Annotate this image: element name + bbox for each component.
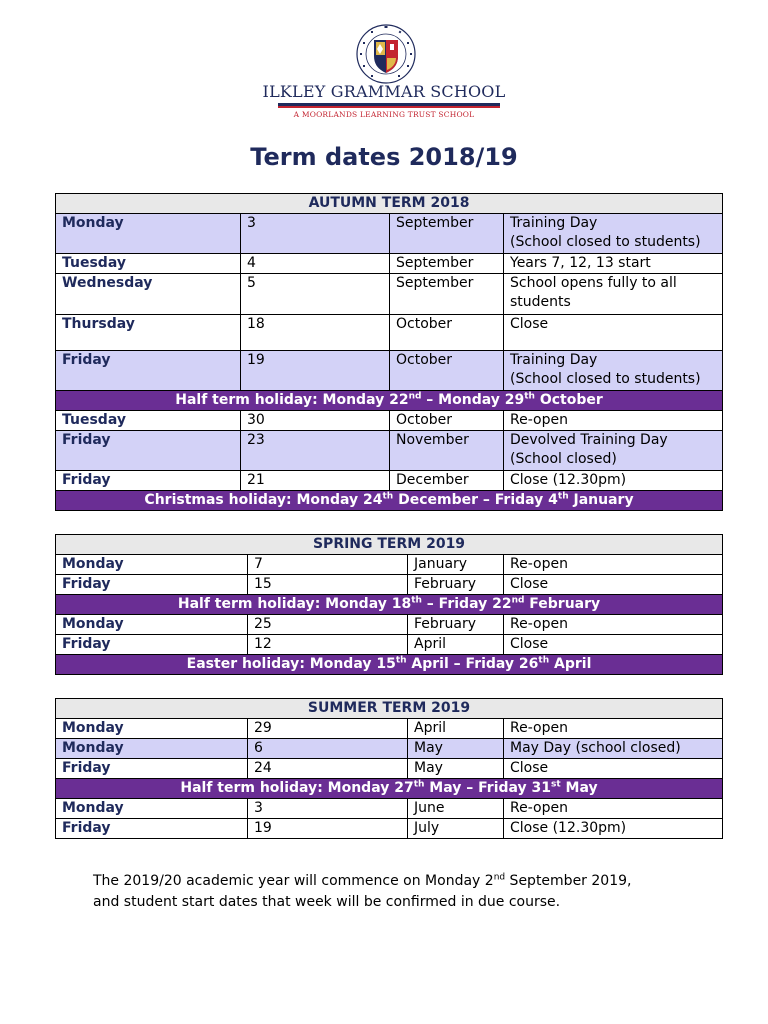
event-cell: Close xyxy=(504,315,723,351)
date-cell: 3 xyxy=(248,799,408,819)
date-cell: 3 xyxy=(241,214,390,254)
date-cell: 25 xyxy=(248,615,408,635)
month-cell: May xyxy=(408,739,504,759)
date-cell: 30 xyxy=(241,411,390,431)
holiday-row xyxy=(56,391,723,411)
event-line: Training Day xyxy=(510,215,598,231)
table-row xyxy=(56,635,723,655)
date-cell: 19 xyxy=(248,819,408,839)
table-row xyxy=(56,719,723,739)
day-cell: Friday xyxy=(56,471,241,491)
event-cell: Close xyxy=(504,635,723,655)
event-line: (School closed) xyxy=(510,451,617,467)
day-cell: Friday xyxy=(56,431,241,471)
date-cell: 23 xyxy=(241,431,390,471)
month-cell: September xyxy=(390,214,504,254)
month-cell: October xyxy=(390,315,504,351)
day-cell: Tuesday xyxy=(56,411,241,431)
summer-term-table xyxy=(55,698,723,839)
holiday-row xyxy=(56,595,723,615)
event-line: (School closed to students) xyxy=(510,371,701,387)
event-cell: Close (12.30pm) xyxy=(504,819,723,839)
date-cell: 6 xyxy=(248,739,408,759)
day-cell: Friday xyxy=(56,351,241,391)
day-cell: Friday xyxy=(56,635,248,655)
month-cell: October xyxy=(390,411,504,431)
day-cell: Monday xyxy=(56,799,248,819)
table-row xyxy=(56,315,723,351)
month-cell: October xyxy=(390,351,504,391)
note-line-1: The 2019/20 academic year will commence on Monday 2nd September 2019, xyxy=(93,872,632,889)
table-row xyxy=(56,214,723,254)
table-row xyxy=(56,471,723,491)
day-cell: Monday xyxy=(56,719,248,739)
header-rule-red xyxy=(278,106,500,108)
day-cell: Monday xyxy=(56,739,248,759)
day-cell: Monday xyxy=(56,214,241,254)
day-cell: Thursday xyxy=(56,315,241,351)
event-line: Devolved Training Day xyxy=(510,432,668,448)
day-cell: Wednesday xyxy=(56,274,241,315)
table-row xyxy=(56,274,723,315)
event-line: (School closed to students) xyxy=(510,234,701,250)
month-cell: February xyxy=(408,615,504,635)
holiday-label: Half term holiday: Monday 22nd – Monday 29th October xyxy=(56,391,723,411)
event-cell xyxy=(504,431,723,471)
term-heading: SPRING TERM 2019 xyxy=(56,535,723,555)
table-row xyxy=(56,411,723,431)
event-cell xyxy=(504,274,723,315)
month-cell: December xyxy=(390,471,504,491)
table-row xyxy=(56,555,723,575)
table-row xyxy=(56,431,723,471)
month-cell: July xyxy=(408,819,504,839)
school-name: ILKLEY GRAMMAR SCHOOL xyxy=(262,82,506,101)
date-cell: 15 xyxy=(248,575,408,595)
holiday-label: Half term holiday: Monday 27th May – Friday 31st May xyxy=(56,779,723,799)
table-row xyxy=(56,819,723,839)
date-cell: 4 xyxy=(241,254,390,274)
month-cell: April xyxy=(408,635,504,655)
event-line: Training Day xyxy=(510,352,598,368)
month-cell: September xyxy=(390,254,504,274)
page-title: Term dates 2018/19 xyxy=(250,143,518,171)
spring-term-table xyxy=(55,534,723,675)
holiday-label: Half term holiday: Monday 18th – Friday 22nd February xyxy=(56,595,723,615)
table-row xyxy=(56,254,723,274)
month-cell: May xyxy=(408,759,504,779)
holiday-row xyxy=(56,655,723,675)
month-cell: January xyxy=(408,555,504,575)
day-cell: Friday xyxy=(56,759,248,779)
month-cell: September xyxy=(390,274,504,315)
table-row xyxy=(56,739,723,759)
day-cell: Monday xyxy=(56,615,248,635)
table-row xyxy=(56,799,723,819)
event-cell xyxy=(504,351,723,391)
date-cell: 19 xyxy=(241,351,390,391)
event-line: students xyxy=(510,294,571,310)
event-cell: Close xyxy=(504,575,723,595)
school-tagline: A MOORLANDS LEARNING TRUST SCHOOL xyxy=(293,110,475,119)
event-cell xyxy=(504,214,723,254)
month-cell: February xyxy=(408,575,504,595)
term-heading: SUMMER TERM 2019 xyxy=(56,699,723,719)
event-cell: Re-open xyxy=(504,719,723,739)
day-cell: Monday xyxy=(56,555,248,575)
month-cell: June xyxy=(408,799,504,819)
day-cell: Tuesday xyxy=(56,254,241,274)
date-cell: 21 xyxy=(241,471,390,491)
month-cell: April xyxy=(408,719,504,739)
month-cell: November xyxy=(390,431,504,471)
event-line: School opens fully to all xyxy=(510,275,677,291)
table-row xyxy=(56,351,723,391)
school-crest-logo xyxy=(354,22,418,86)
holiday-row xyxy=(56,779,723,799)
date-cell: 18 xyxy=(241,315,390,351)
day-cell: Friday xyxy=(56,819,248,839)
event-cell: Close xyxy=(504,759,723,779)
academic-year-note xyxy=(93,871,693,913)
table-row xyxy=(56,615,723,635)
holiday-label: Easter holiday: Monday 15th April – Friday 26th April xyxy=(56,655,723,675)
date-cell: 7 xyxy=(248,555,408,575)
event-cell: May Day (school closed) xyxy=(504,739,723,759)
date-cell: 5 xyxy=(241,274,390,315)
day-cell: Friday xyxy=(56,575,248,595)
date-cell: 12 xyxy=(248,635,408,655)
autumn-term-table xyxy=(55,193,723,511)
date-cell: 24 xyxy=(248,759,408,779)
note-line-2: and student start dates that week will be confirmed in due course. xyxy=(93,894,561,910)
event-cell: Re-open xyxy=(504,555,723,575)
term-heading: AUTUMN TERM 2018 xyxy=(56,194,723,214)
table-row xyxy=(56,575,723,595)
holiday-row xyxy=(56,491,723,511)
table-row xyxy=(56,759,723,779)
event-cell: Close (12.30pm) xyxy=(504,471,723,491)
event-cell: Re-open xyxy=(504,799,723,819)
event-cell: Re-open xyxy=(504,615,723,635)
event-cell: Re-open xyxy=(504,411,723,431)
date-cell: 29 xyxy=(248,719,408,739)
event-cell: Years 7, 12, 13 start xyxy=(504,254,723,274)
holiday-label: Christmas holiday: Monday 24th December – Friday 4th January xyxy=(56,491,723,511)
